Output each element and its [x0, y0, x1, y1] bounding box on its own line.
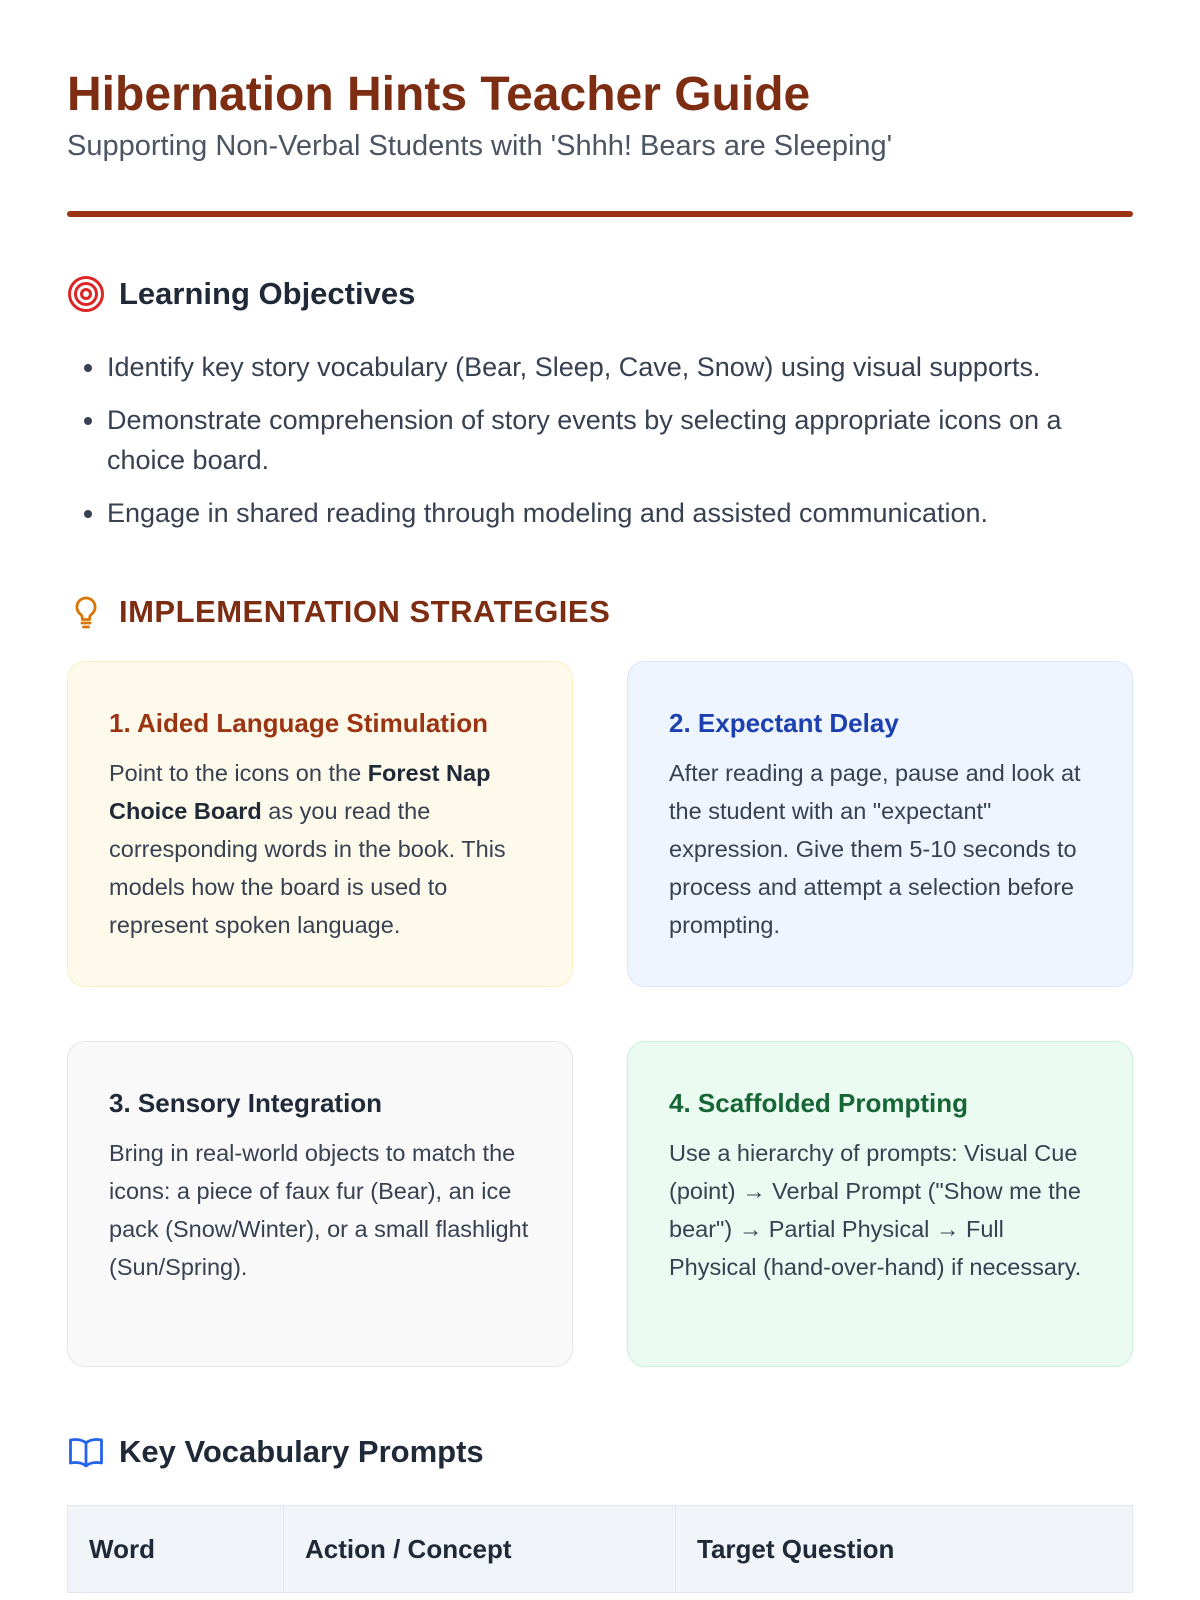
list-item: • Identify key story vocabulary (Bear, Sleep, Cave, Snow) using visual supports. [107, 347, 1133, 387]
card-text-bold: Forest Nap Choice Board [109, 760, 491, 825]
page-title: Hibernation Hints Teacher Guide [67, 68, 811, 121]
vocabulary-heading-label: Key Vocabulary Prompts [119, 1434, 484, 1470]
strategy-card-expectant-delay [627, 661, 1133, 987]
open-book-icon [67, 1433, 105, 1471]
column-header-question: Target Question [676, 1506, 1133, 1593]
column-header-action: Action / Concept [284, 1506, 676, 1593]
strategy-cards [67, 661, 1133, 1367]
page-subtitle: Supporting Non-Verbal Students with 'Shhh! Bears are Sleeping' [67, 129, 893, 162]
strategy-card-text: Use a hierarchy of prompts: Visual Cue (point) → Verbal Prompt ("Show me the bear") → Partial Physical → Full Physical (hand-over-hand) if necessary. [669, 1140, 1082, 1281]
strategy-card-sensory-integration [67, 1041, 573, 1367]
column-header-word: Word [68, 1506, 284, 1593]
card-text-part: as you read the corresponding words in the book. This models how the board is used to represent spoken language. [109, 798, 506, 939]
strategies-heading-label: IMPLEMENTATION STRATEGIES [119, 594, 611, 630]
vocabulary-table [67, 1505, 1133, 1593]
objectives-list [67, 347, 1133, 533]
target-icon [67, 275, 105, 313]
card-text-part: Point to the icons on the [109, 760, 368, 787]
strategies-heading [67, 593, 1133, 631]
title-divider [67, 211, 1133, 217]
list-item: • Engage in shared reading through modeling and assisted communication. [107, 493, 1133, 533]
strategy-card-text: Bring in real-world objects to match the icons: a piece of faux fur (Bear), an ice pack (Snow/Winter), or a small flashlight (Sun/Spring). [109, 1140, 529, 1281]
strategy-card-title: 2. Expectant Delay [669, 708, 899, 739]
strategy-card-scaffolded-prompting [627, 1041, 1133, 1367]
strategy-card-text: After reading a page, pause and look at the student with an "expectant" expression. Give them 5-10 seconds to process and attempt a selection before prompting. [669, 760, 1081, 939]
strategy-card-aided-language [67, 661, 573, 987]
table-header-row [68, 1506, 1133, 1593]
lightbulb-icon [67, 593, 105, 631]
strategy-card-title: 3. Sensory Integration [109, 1088, 383, 1119]
list-item: • Demonstrate comprehension of story events by selecting appropriate icons on a choice board. [107, 400, 1133, 480]
objectives-heading-label: Learning Objectives [119, 276, 416, 312]
strategy-card-text [109, 754, 532, 944]
objectives-heading [67, 275, 1133, 313]
strategy-card-title: 4. Scaffolded Prompting [669, 1088, 969, 1119]
strategy-card-title: 1. Aided Language Stimulation [109, 708, 488, 739]
vocabulary-heading [67, 1433, 1133, 1471]
